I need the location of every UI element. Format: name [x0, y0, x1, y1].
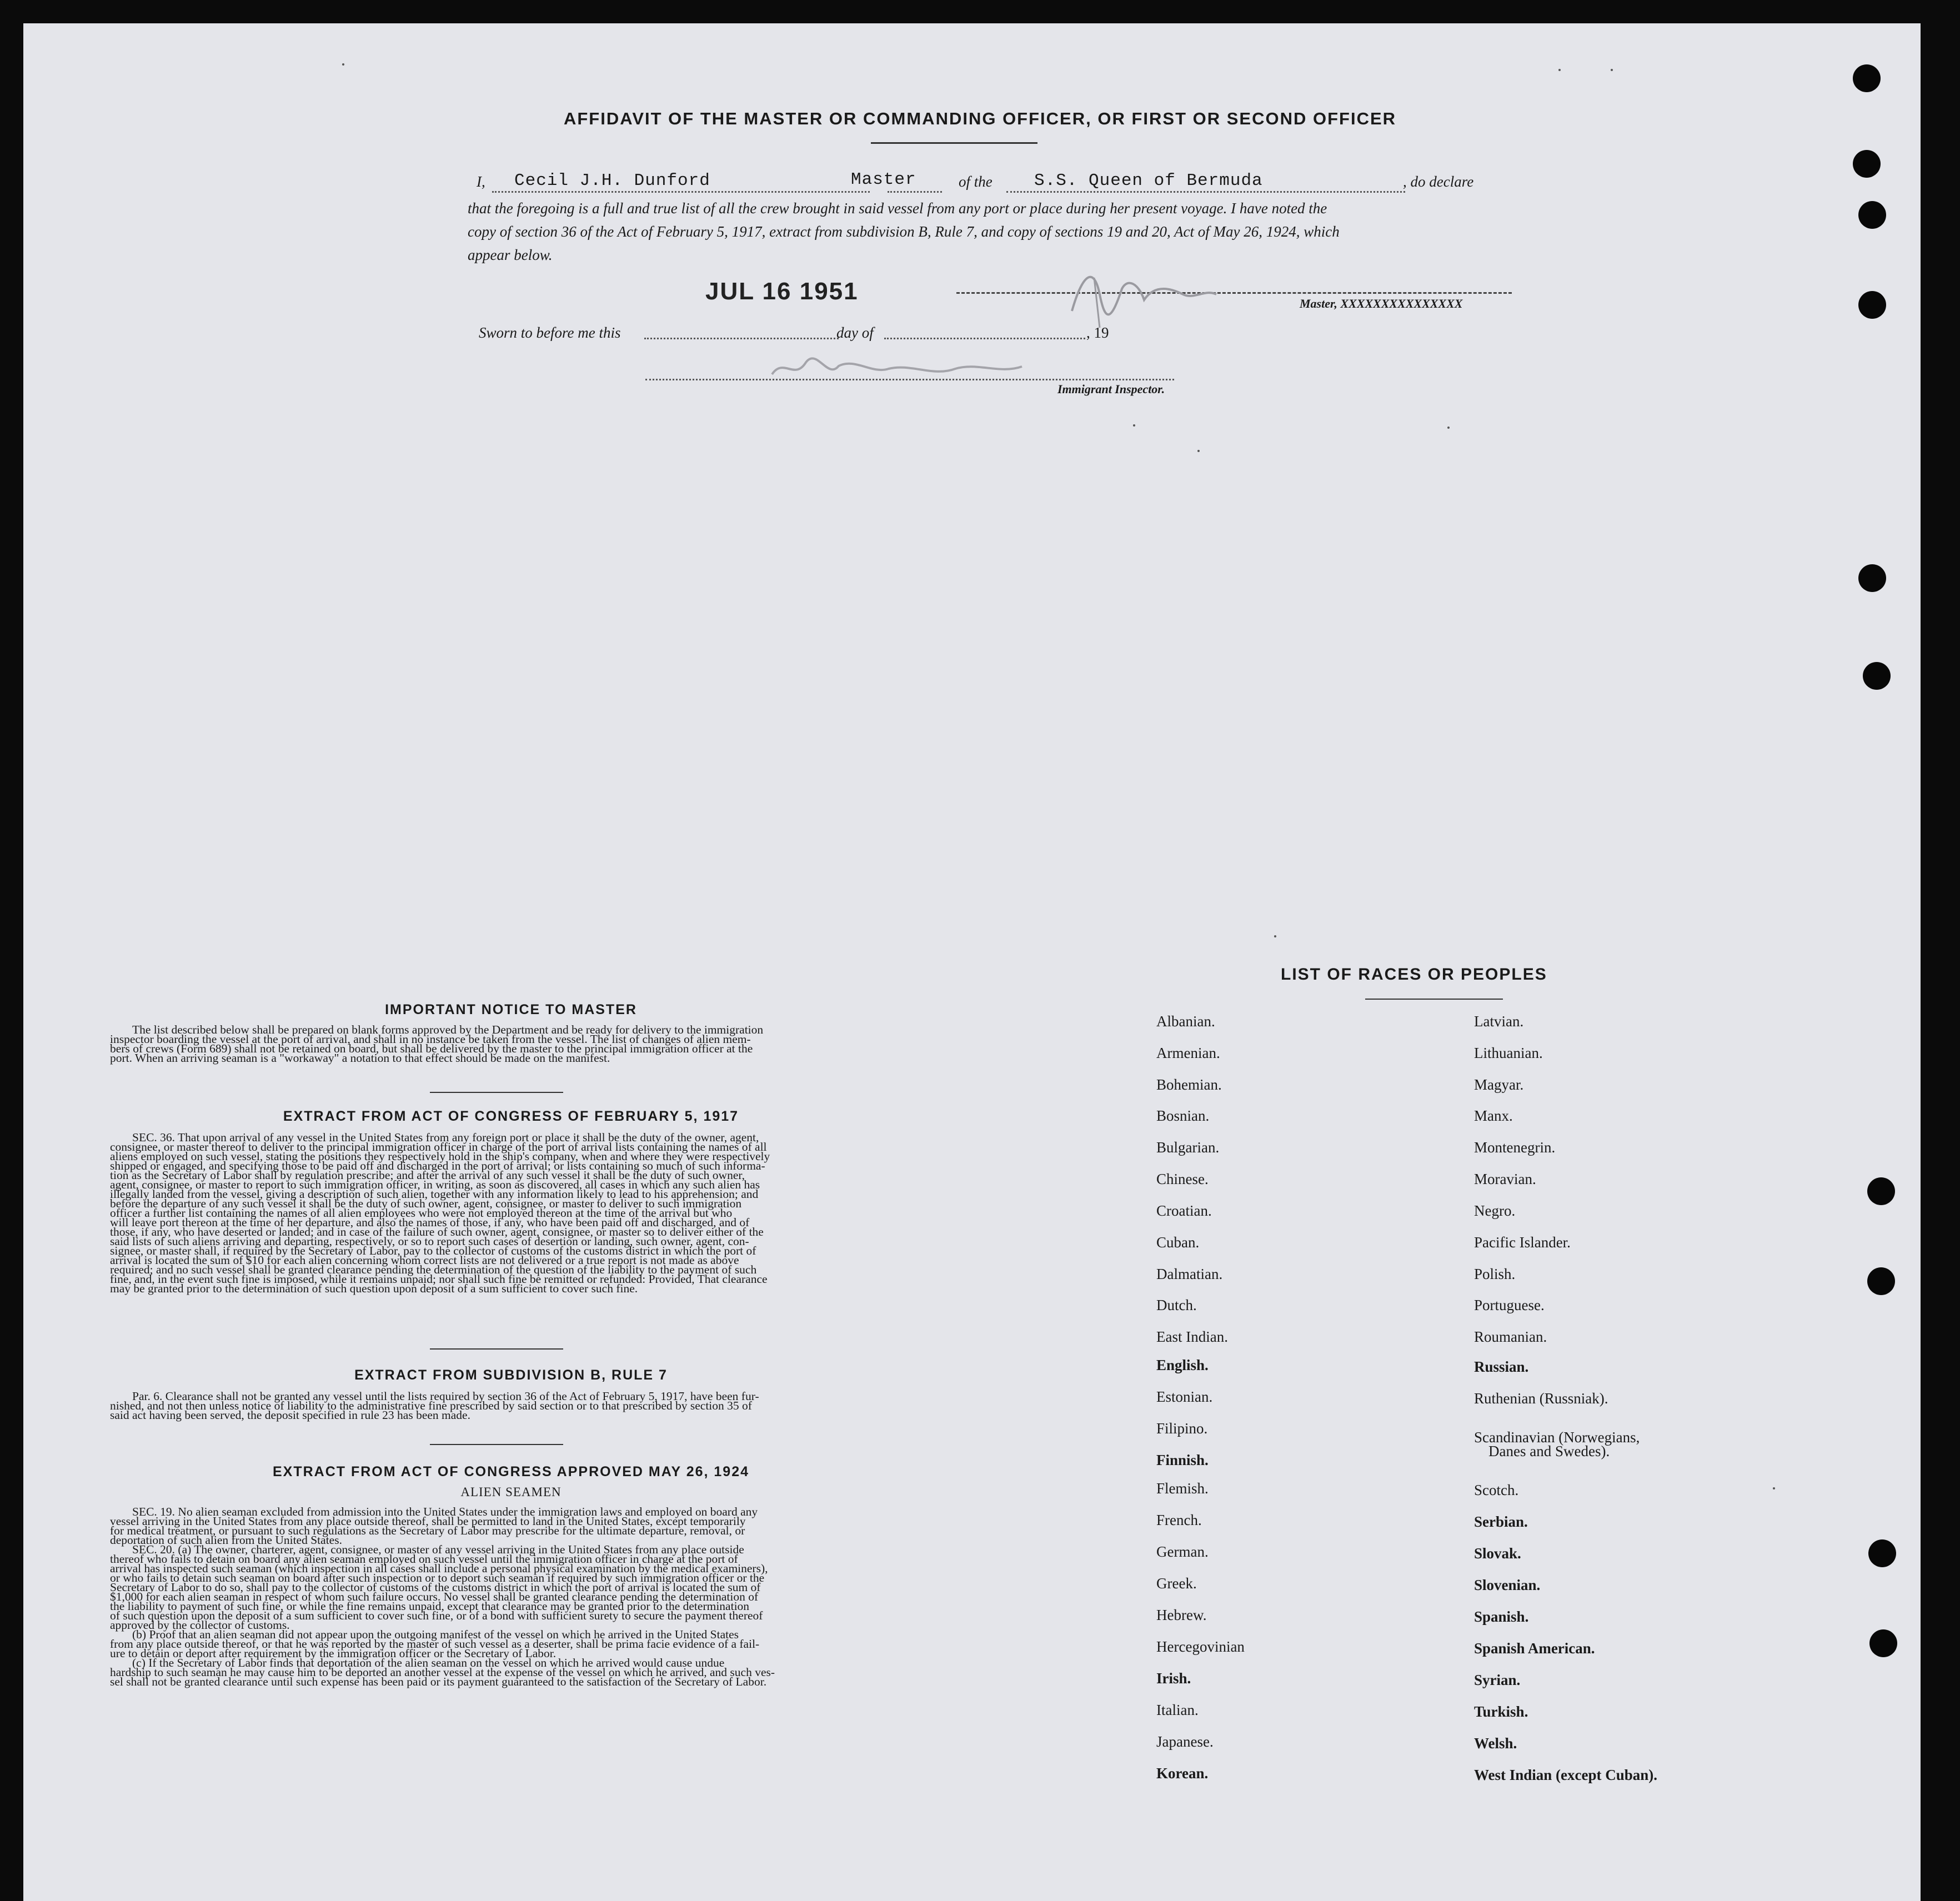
race-right: Montenegrin.: [1474, 1139, 1556, 1156]
race-left: English.: [1156, 1357, 1209, 1373]
extract-rule7-line: Par. 6. Clearance shall not be granted any vessel until the lists required by section 36 of the Act of February 5, 1917, have been fur-: [132, 1390, 759, 1403]
speck: [1197, 450, 1200, 452]
extract-1924-line: the liability to payment of such fine, or while the fine remains unpaid, except that clearance may be granted prior to the determination: [110, 1599, 750, 1613]
extract-1924-line: vessel arriving in the United States from any place outside thereof, shall be permitted to land in the United States, except temporarily: [110, 1514, 746, 1528]
extract-1924-line: (b) Proof that an alien seaman did not appear upon the outgoing manifest of the vessel on which he arrived in the United States: [132, 1628, 739, 1641]
extract-1917-line: illegally landed from the vessel, giving a description of such alien, together with any information likely to lead to his apprehension; and: [110, 1187, 759, 1201]
race-right: Russian.: [1474, 1358, 1529, 1375]
race-left: Bohemian.: [1156, 1076, 1222, 1093]
race-right: Roumanian.: [1474, 1328, 1547, 1345]
extract-1924-subtitle: ALIEN SEAMEN: [460, 1485, 562, 1499]
sworn-label: Sworn to before me this: [479, 324, 621, 341]
race-right: Spanish.: [1474, 1608, 1529, 1625]
extract-1924-line: approved by the collector of customs.: [110, 1618, 290, 1632]
sworn-month-line: [884, 338, 1085, 339]
extract-1924-line: sel shall not be granted clearance until such expense has been paid or its payment guaranteed to the satisfaction of the Secretary of Labor.: [110, 1675, 767, 1688]
race-left: Croatian.: [1156, 1202, 1212, 1219]
race-right: Serbian.: [1474, 1513, 1528, 1530]
races-underline: [1365, 999, 1503, 1000]
signature-line: [956, 292, 1512, 294]
extract-1924-line: (c) If the Secretary of Labor finds that deportation of the alien seaman on the vessel on which he arrived would cause undue: [132, 1656, 725, 1669]
speck: [1611, 69, 1613, 71]
name-line: [492, 191, 870, 193]
punch-hole: [1853, 150, 1881, 178]
extract-1924-line: for medical treatment, or pursuant to such regulations as the Secretary of Labor may prescribe for the ultimate departure, removal, or: [110, 1524, 745, 1537]
punch-hole: [1858, 564, 1886, 592]
inspector-signature: [766, 347, 1027, 385]
race-right: Magyar.: [1474, 1076, 1524, 1093]
vessel-name: S.S. Queen of Bermuda: [1034, 171, 1263, 190]
race-right: Spanish American.: [1474, 1640, 1595, 1657]
speck: [1274, 935, 1276, 937]
race-right: West Indian (except Cuban).: [1474, 1767, 1658, 1783]
extract-1924-line: ure to detain or deport after requirement by the immigration officer or the Secretary of Labor.: [110, 1647, 557, 1660]
title-underline: [871, 142, 1037, 144]
extract-rule7-title: EXTRACT FROM SUBDIVISION B, RULE 7: [354, 1367, 668, 1383]
extract-1917-line: arrival is located the sum of $10 for each alien concerning whom correct lists are not delivered or a true report is not made as above: [110, 1253, 739, 1267]
race-right: Polish.: [1474, 1266, 1516, 1282]
race-left: Dutch.: [1156, 1297, 1197, 1313]
race-left: Korean.: [1156, 1765, 1209, 1782]
race-right: Syrian.: [1474, 1672, 1521, 1688]
notice-line: The list described below shall be prepared on blank forms approved by the Department and be ready for delivery to the immigration: [132, 1023, 764, 1036]
extract-1917-line: will leave port thereon at the time of her departure, and also the names of those, if any, who have been paid off and discharged, and of: [110, 1216, 750, 1229]
race-right: Portuguese.: [1474, 1297, 1545, 1313]
race-right: Negro.: [1474, 1202, 1516, 1219]
notice-line: inspector boarding the vessel at the port of arrival, and shall in no instance be taken from the vessel. The list of changes of alien mem-: [110, 1032, 751, 1046]
extract-rule7-line: nished, and not then unless notice of liability to the administrative fine prescribed by said section or to that prescribed by section 35 of: [110, 1399, 752, 1412]
race-left: Bosnian.: [1156, 1107, 1210, 1124]
extract-1924-text: [110, 1507, 911, 1687]
extract-1917-line: aliens employed on such vessel, stating the positions they respectively hold in the ship's company, when and where they were respectively: [110, 1150, 770, 1163]
affidavit-title: AFFIDAVIT OF THE MASTER OR COMMANDING OFFICER, OR FIRST OR SECOND OFFICER: [563, 109, 1397, 128]
extract-1924-line: from any place outside thereof, or that he was reported by the master of such vessel as a deserter, shall be prima facie evidence of a fail-: [110, 1637, 760, 1651]
extract-1917-line: shipped or engaged, and specifying those to be paid off and discharged in the port of arrival; or lists containing so much of such informa-: [110, 1159, 765, 1172]
extract-1917-line: required; and no such vessel shall be granted clearance pending the determination of the question of the liability to the payment of such: [110, 1263, 757, 1276]
notice-line: bers of crews (Form 689) shall not be retained on board, but shall be delivered by the master to the principal immigration officer at the: [110, 1042, 753, 1055]
race-right: Pacific Islander.: [1474, 1234, 1571, 1251]
notice-title: IMPORTANT NOTICE TO MASTER: [385, 1002, 637, 1017]
race-right: Welsh.: [1474, 1735, 1517, 1752]
extract-rule7-line: said act having been served, the deposit specified in rule 23 has been made.: [110, 1408, 470, 1422]
races-title: LIST OF RACES OR PEOPLES: [1281, 965, 1547, 984]
speck: [1447, 427, 1450, 429]
race-left: Japanese.: [1156, 1733, 1214, 1750]
punch-hole: [1868, 1539, 1896, 1567]
race-left: Irish.: [1156, 1670, 1191, 1687]
extract-1924-line: Secretary of Labor to do so, shall pay to the collector of customs of the customs district in which the port of arrival is located the sum of: [110, 1581, 761, 1594]
extract-1917-line: officer a further list containing the names of all alien employees who were not employed thereon at the time of the arrival but who: [110, 1206, 733, 1220]
notice-line: port. When an arriving seaman is a "workaway" a notation to that effect should be made on the manifest.: [110, 1051, 610, 1065]
extract-1917-line: SEC. 36. That upon arrival of any vessel in the United States from any foreign port or place it shall be the duty of the owner, agent,: [132, 1131, 759, 1144]
master-signature: [1061, 261, 1227, 333]
extract-rule7-text: [110, 1392, 911, 1420]
section-divider: [430, 1444, 563, 1445]
extract-1917-line: said lists of such aliens arriving and departing, respectively, or so to report such cases of desertion or landing, such owner, agent, con-: [110, 1235, 749, 1248]
master-rank: Master: [851, 170, 916, 189]
extract-1917-line: fine, and, in the event such fine is imposed, while it remains unpaid; nor shall such fine be remitted or refunded: Provided, That clearance: [110, 1272, 768, 1286]
affidavit-body-line: that the foregoing is a full and true list of all the crew brought in said vessel from any port or place during her present voyage. I have noted the: [468, 200, 1327, 217]
extract-1917-title: EXTRACT FROM ACT OF CONGRESS OF FEBRUARY 5, 1917: [283, 1109, 739, 1124]
section-divider: [430, 1348, 563, 1350]
race-left: Flemish.: [1156, 1480, 1209, 1497]
speck: [1133, 424, 1135, 427]
vessel-line: [1006, 191, 1405, 193]
race-left: Chinese.: [1156, 1171, 1209, 1187]
race-left: Cuban.: [1156, 1234, 1200, 1251]
extract-1917-line: agent, consignee, or master to report to such immigration officer, in writing, as soon as discovered, all cases in which any such alien has: [110, 1178, 760, 1191]
race-right: Slovak.: [1474, 1545, 1521, 1562]
extract-1924-line: $1,000 for each alien seaman in respect of whom such failure occurs. No vessel shall be granted clearance pending the determination of: [110, 1590, 759, 1603]
race-left: Italian.: [1156, 1702, 1199, 1718]
notice-text: [110, 1025, 911, 1063]
speck: [1773, 1487, 1775, 1489]
race-left: Hercegovinian: [1156, 1638, 1245, 1655]
race-left: Dalmatian.: [1156, 1266, 1223, 1282]
race-right: Scandinavian (Norwegians,: [1474, 1429, 1640, 1446]
race-right: Scotch.: [1474, 1482, 1519, 1498]
extract-1924-line: of such question upon the deposit of a sum sufficient to cover such fine, or of a bond with sufficient surety to secure the payment thereof: [110, 1609, 763, 1622]
race-left: Filipino.: [1156, 1420, 1208, 1437]
affidavit-body-line: appear below.: [468, 247, 553, 263]
extract-1924-line: SEC. 19. No alien seaman excluded from admission into the United States under the immigration laws and employed on board any: [132, 1505, 758, 1518]
extract-1924-line: deportation of such alien from the United States.: [110, 1533, 342, 1547]
master-name: Cecil J.H. Dunford: [514, 171, 710, 190]
declare-label: , do declare: [1403, 173, 1474, 190]
race-left: East Indian.: [1156, 1328, 1228, 1345]
punch-hole: [1867, 1177, 1895, 1205]
date-stamp: JUL 16 1951: [705, 278, 859, 305]
year-label: , 19: [1086, 324, 1109, 341]
race-right: Manx.: [1474, 1107, 1513, 1124]
race-left: French.: [1156, 1512, 1202, 1528]
extract-1917-line: before the departure of any such vessel it shall be the duty of such owner, agent, consignee, or master to deliver to such immigration: [110, 1197, 742, 1210]
speck: [1558, 69, 1561, 71]
affidavit-body: [468, 197, 1487, 267]
of-the-label: of the: [959, 173, 992, 190]
race-left: Bulgarian.: [1156, 1139, 1220, 1156]
punch-hole: [1858, 291, 1886, 319]
signature-caption: Master, XXXXXXXXXXXXXXX: [1300, 297, 1463, 310]
extract-1917-line: tion as the Secretary of Labor shall by regulation prescribe; and after the arrival of any such vessel it shall be the duty of such owner,: [110, 1168, 745, 1182]
extract-1917-line: consignee, or master thereof to deliver to the principal immigration officer in charge of the port of arrival lists containing the names of all: [110, 1140, 767, 1153]
extract-1917-line: signee, or master shall, if required by the Secretary of Labor, pay to the collector of customs of the customs district in which the port of: [110, 1244, 756, 1257]
punch-hole: [1853, 64, 1881, 92]
race-right: Slovenian.: [1474, 1577, 1541, 1593]
race-left: Estonian.: [1156, 1388, 1213, 1405]
extract-1924-line: hardship to such seaman he may cause him to be deported an another vessel at the expense of the vessel on which he arrived, and such ves-: [110, 1666, 775, 1679]
extract-1924-line: arrival has inspected such seaman (which inspection in all cases shall include a personal physical examination by the medical examiners),: [110, 1562, 768, 1575]
race-right: Lithuanian.: [1474, 1045, 1543, 1061]
extract-1924-line: thereof who fails to detain on board any alien seaman employed on such vessel until the immigration officer in charge at the port of: [110, 1552, 738, 1566]
race-left: Greek.: [1156, 1575, 1197, 1592]
inspector-caption: Immigrant Inspector.: [1057, 382, 1165, 396]
affidavit-body-line: copy of section 36 of the Act of February 5, 1917, extract from subdivision B, Rule 7, and copy of sections 19 and 20, Act of May 26, 1924, which: [468, 223, 1340, 240]
extract-1924-line: SEC. 20. (a) The owner, charterer, agent, consignee, or master of any vessel arriving in the United States from any place outside: [132, 1543, 744, 1556]
affidavit-pronoun: I,: [477, 173, 485, 190]
race-left: Finnish.: [1156, 1452, 1209, 1468]
race-left: Hebrew.: [1156, 1607, 1207, 1623]
race-left: Armenian.: [1156, 1045, 1220, 1061]
rank-line: [888, 191, 942, 193]
extract-1917-line: those, if any, who have deserted or landed; and in case of the failure of such owner, agent, consignee, or master so to deliver either of the: [110, 1225, 764, 1238]
race-left: German.: [1156, 1543, 1209, 1560]
race-right: Turkish.: [1474, 1703, 1528, 1720]
race-right-continued: Danes and Swedes).: [1488, 1443, 1610, 1459]
punch-hole: [1867, 1267, 1895, 1295]
extract-1924-line: or who fails to detain such seaman on board after such inspection or to deport such seaman if required by such immigration officer or the: [110, 1571, 765, 1584]
extract-1924-title: EXTRACT FROM ACT OF CONGRESS APPROVED MAY 26, 1924: [272, 1464, 750, 1479]
race-left: Albanian.: [1156, 1013, 1215, 1030]
punch-hole: [1869, 1629, 1897, 1657]
punch-hole: [1863, 662, 1891, 690]
section-divider: [430, 1092, 563, 1093]
race-right: Latvian.: [1474, 1013, 1524, 1030]
speck: [342, 63, 344, 66]
extract-1917-line: may be granted prior to the determination of such question upon deposit of a sum sufficient to cover such fine.: [110, 1282, 638, 1295]
sworn-day-line: [644, 338, 839, 339]
day-of-label: day of: [836, 324, 874, 341]
extract-1917-text: [110, 1133, 911, 1293]
race-right: Ruthenian (Russniak).: [1474, 1390, 1608, 1407]
punch-hole: [1858, 201, 1886, 229]
race-right: Moravian.: [1474, 1171, 1536, 1187]
